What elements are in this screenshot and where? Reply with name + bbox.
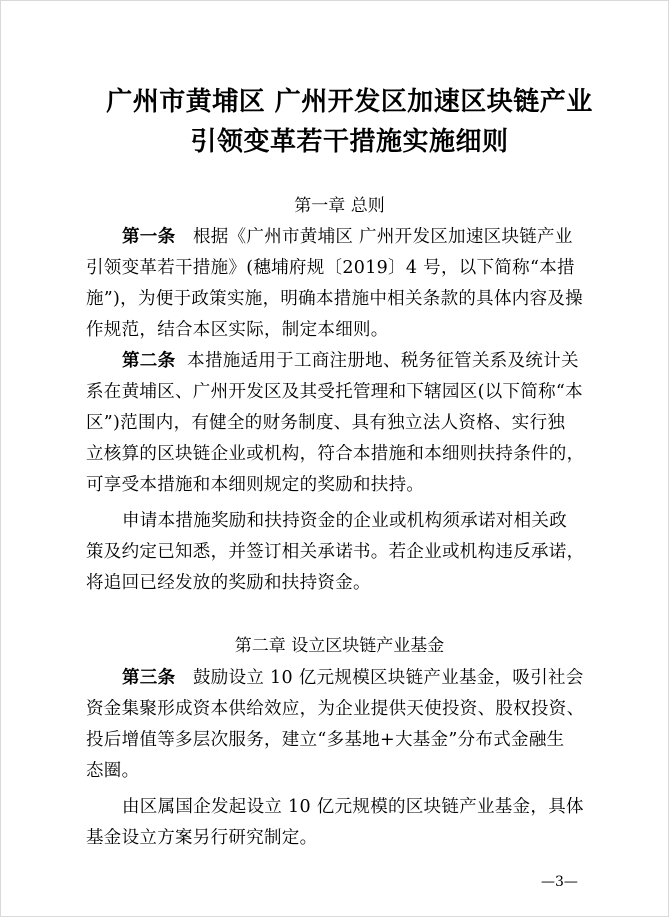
article-3-line-3: 投后增值等多层次服务，建立“多基地+大基金”分布式金融生: [86, 730, 565, 750]
chapter-1-paragraph-line-3: 将追回已经发放的奖励和扶持资金。: [86, 573, 371, 593]
article-1-line-1: [122, 225, 622, 249]
article-3-line-1: [122, 666, 622, 690]
article-2-line-5: 可享受本措施和本细则规定的奖励和扶持。: [86, 475, 425, 495]
article-2-line-3: 区”)范围内，有健全的财务制度、具有独立法人资格、实行独: [86, 413, 566, 433]
chapter-2-paragraph-line-1: 由区属国企发起设立 10 亿元规模的区块链产业基金，具体: [122, 797, 584, 817]
article-2-label: 第二条: [122, 351, 176, 371]
article-3-label: 第三条: [122, 668, 176, 688]
article-3-line-2: 资金集聚形成资本供给效应，为企业提供天使投资、股权投资、: [86, 699, 585, 719]
article-1-line-2: 引领变革若干措施》(穗埔府规〔2019〕4 号，以下简称“本措: [86, 258, 575, 278]
article-2-line-1: [122, 349, 622, 373]
chapter-1-paragraph-line-1: 申请本措施奖励和扶持资金的企业或机构须承诺对相关政: [122, 511, 567, 531]
article-3-line-4: 态圈。: [86, 761, 140, 781]
chapter-2-heading: 第二章 设立区块链产业基金: [234, 636, 445, 656]
article-1-label: 第一条: [122, 227, 176, 247]
article-3-text-1: 鼓励设立 10 亿元规模区块链产业基金，吸引社会: [193, 668, 584, 688]
chapter-1-paragraph-line-2: 策及约定已知悉，并签订相关承诺书。若企业或机构违反承诺，: [86, 542, 585, 562]
article-1-line-4: 作规范，结合本区实际，制定本细则。: [86, 320, 389, 340]
page-number: —3—: [541, 874, 578, 890]
document-title-line-1: 广州市黄埔区 广州开发区加速区块链产业: [106, 87, 593, 117]
article-1-text-1: 根据《广州市黄埔区 广州开发区加速区块链产业: [193, 227, 573, 247]
article-1-line-3: 施”)，为便于政策实施，明确本措施中相关条款的具体内容及操: [86, 289, 583, 309]
article-2-line-2: 系在黄埔区、广州开发区及其受托管理和下辖园区(以下简称“本: [86, 382, 583, 402]
article-2-line-4: 立核算的区块链企业或机构，符合本措施和本细则扶持条件的，: [86, 444, 585, 464]
chapter-2-paragraph-line-2: 基金设立方案另行研究制定。: [86, 828, 318, 848]
document-title-line-2: 引领变革若干措施实施细则: [190, 127, 509, 157]
chapter-1-heading: 第一章 总则: [294, 196, 385, 216]
article-2-text-1: 本措施适用于工商注册地、税务征管关系及统计关: [187, 351, 579, 371]
